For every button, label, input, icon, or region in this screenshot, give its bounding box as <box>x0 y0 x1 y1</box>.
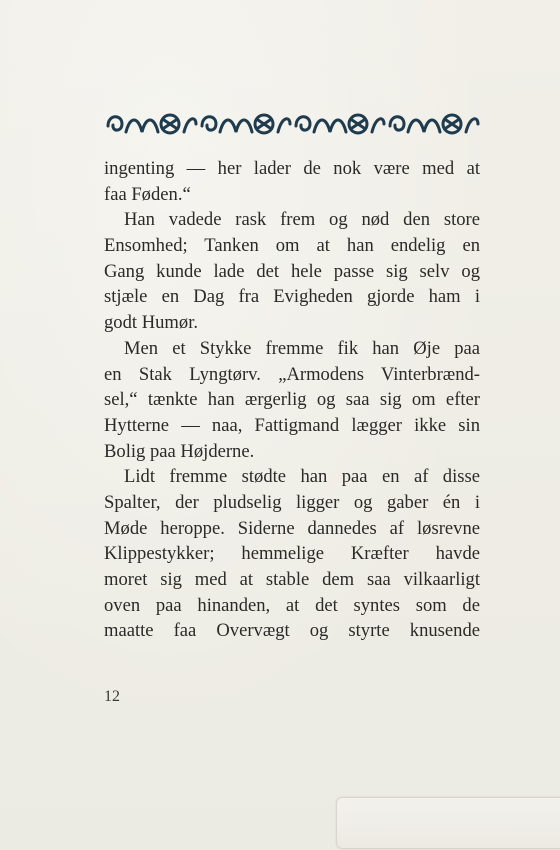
text-line: Hytterne — naa, Fattigmand lægger ikke sin <box>104 414 480 436</box>
text-line: Klippestykker; hemmelige Kræfter havde <box>104 543 480 565</box>
text-line: sel,“ tænkte han ærgerlig og saa sig om efter <box>104 389 480 411</box>
text-line: ingenting — her lader de nok være med at <box>104 158 480 179</box>
page-edge-tab <box>336 797 560 849</box>
page-number: 12 <box>104 688 120 705</box>
body-text <box>104 156 480 644</box>
paragraph <box>104 336 480 464</box>
text-line: Gang kunde lade det hele passe sig selv og <box>104 260 480 282</box>
text-line: faa Føden.“ <box>104 183 191 205</box>
text-line: en Stak Lyngtørv. „Armodens Vinterbrænd- <box>104 363 480 385</box>
text-line: Møde heroppe. Siderne dannedes af løsrevne <box>104 517 480 539</box>
text-line: maatte faa Overvægt og styrte knusende <box>104 620 480 642</box>
text-line: stjæle en Dag fra Evigheden gjorde ham i <box>104 286 480 308</box>
text-line: Spalter, der pludselig ligger og gaber én i <box>104 491 480 513</box>
paragraph <box>104 156 480 207</box>
text-line: moret sig med at stable dem saa vilkaarligt <box>104 569 480 590</box>
paragraph <box>104 464 480 644</box>
text-line: Men et Stykke fremme fik han Øje paa <box>124 337 480 359</box>
text-line: Han vadede rask frem og nød den store <box>124 209 480 231</box>
decorative-header-ornament-icon <box>104 106 480 140</box>
text-line: Ensomhed; Tanken om at han endelig en <box>104 235 480 257</box>
text-line: Bolig paa Højderne. <box>104 440 255 462</box>
paragraph <box>104 207 480 335</box>
text-line: oven paa hinanden, at det syntes som de <box>104 594 480 616</box>
text-line: Lidt fremme stødte han paa en af disse <box>124 466 480 488</box>
text-line: godt Humør. <box>104 312 199 334</box>
